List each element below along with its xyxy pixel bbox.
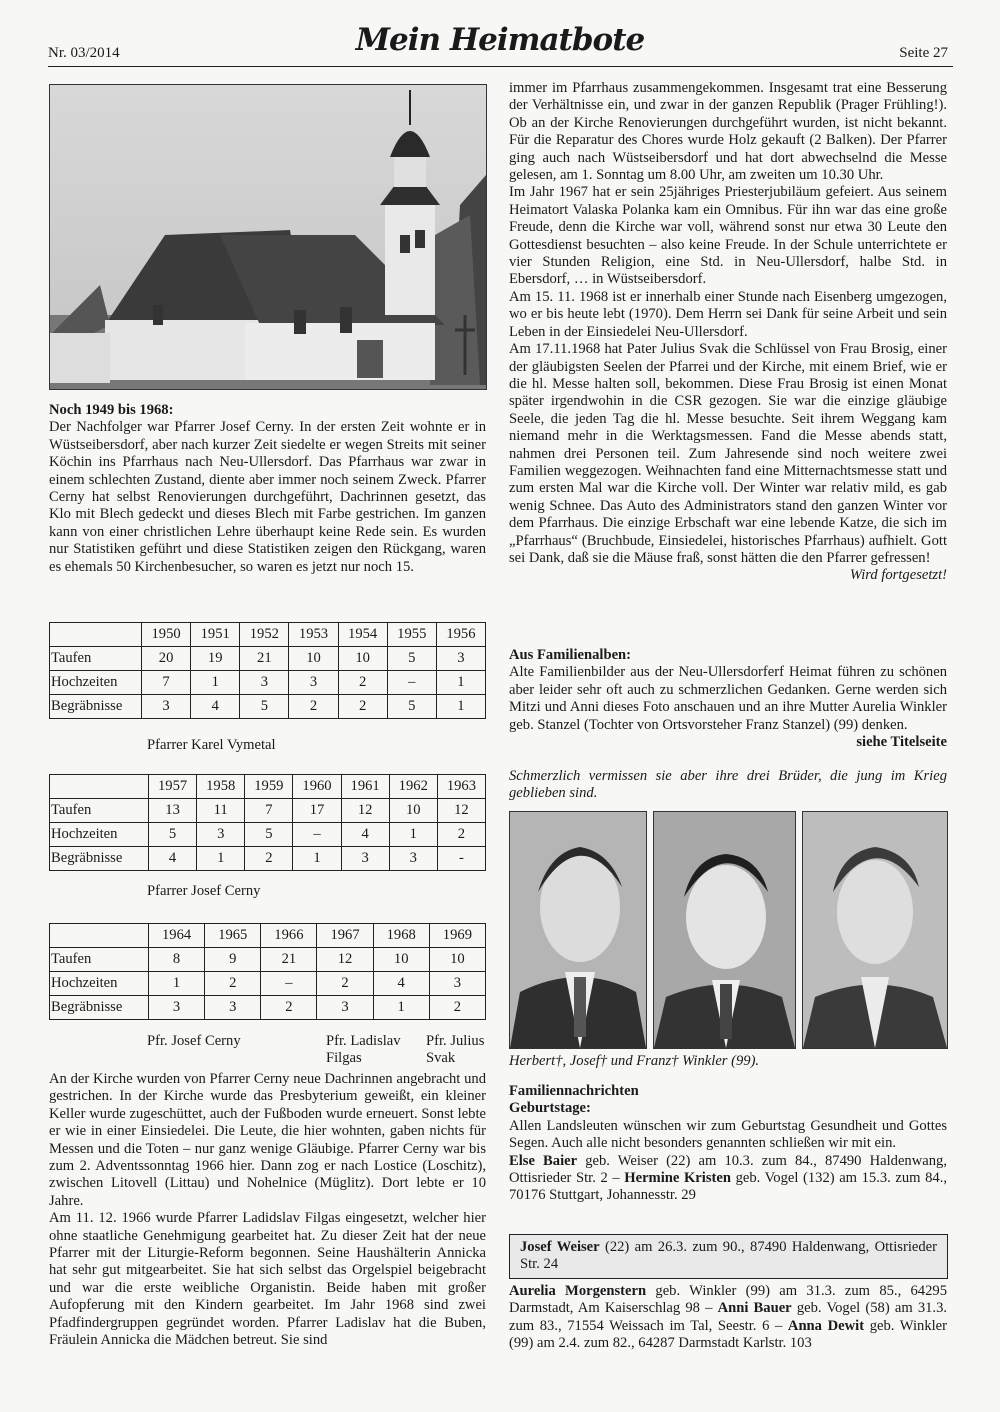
value-cell: 2: [205, 972, 261, 996]
value-cell: 1: [191, 671, 240, 695]
value-cell: 9: [205, 948, 261, 972]
paragraph: An der Kirche wurden von Pfarrer Cerny neue Dachrinnen angebracht und gestrichen. In der Kirche wurde das Presbyterium geweißt, ein kleiner Keller wurde zugeschüttet, auch der Fußboden wurde erneuert. Sonst lebte er wie in einer Einsiedelei. Die Leute, die hier wohnten, gaben nichts für Messen und die Toten – nur ganz wenige Gläubige. Pfarrer Cerny war bis zum 2. Adventssonntag 1966 hier. Dann zog er nach Lostice (Loschitz), zwischen Litovell (Littau) und Nohelnice (Müglitz). Dort lebte er 10 Jahre.: [49, 1071, 486, 1209]
value-cell: 2: [289, 695, 338, 719]
entry-details: geb. Winkler (99) am 2.4. zum 82., 64287 Darmstadt Karlstr. 103: [509, 1317, 948, 1352]
church-photo: [49, 84, 487, 390]
paragraph: Im Jahr 1967 hat er sein 25jähriges Priesterjubiläum gefeiert. Aus seinem Heimatort Valaska Polanka kam ein Omnibus. Für ihn war das eine große Freude, denn die Kirche war voll, während sonst nur etwa 30 Leute den Gottesdienst besuchten – also keine Freude. In der Schule unterrichtete er vier Stunden Religion, eine Std. in Neu-Ullersdorf, halbe Std. in Ebersdorf, … in Wüstseibersdorf.: [509, 184, 947, 288]
entry-details: (22) am 26.3. zum 90., 87490 Haldenwang, Ottisrieder Str. 24: [520, 1239, 937, 1273]
value-cell: 1: [436, 671, 485, 695]
stats-table-1964-1969: [49, 923, 486, 1020]
value-cell: 3: [205, 996, 261, 1020]
value-cell: 5: [149, 823, 197, 847]
section-heading-familienalben: Aus Familienalben:: [509, 647, 632, 663]
page-number: Seite 27: [899, 45, 948, 61]
value-cell: 3: [240, 671, 289, 695]
value-cell: 20: [142, 647, 191, 671]
family-news-section: [509, 1083, 947, 1205]
row-label: Hochzeiten: [50, 823, 149, 847]
value-cell: –: [261, 972, 317, 996]
masthead-title: Mein Heimatbote: [355, 22, 645, 58]
portrait-illustration: [654, 812, 795, 1048]
value-cell: 12: [341, 799, 389, 823]
year-cell: 1955: [387, 623, 436, 647]
portrait-illustration: [510, 812, 646, 1048]
value-cell: 3: [436, 647, 485, 671]
paragraph: Am 11. 12. 1966 wurde Pfarrer Ladidslav Filgas eingesetzt, welcher hier ohne staatliche Genehmigung gearbeitet hat. Zu dieser Zeit hat der neue Pfarrer mit der Liturgie-Reform begonnen. Seine Haushälterin Annicka hat sehr gut mitgearbeitet. Sie hat sich selbst das Orgelspiel beigebracht und war die erste weibliche Organistin. Beide haben mit großer Aufopferung mit den Kindern gearbeitet. Im Jahr 1968 sind zwei Pfadfindergruppen gegründet worden. Pfarrer Ladislav hat die Buben, Fräulein Annicka die Mädchen betreut. Sie sind: [49, 1210, 486, 1349]
person-name: Hermine Kristen: [624, 1170, 731, 1187]
section-heading-familiennachrichten: Familiennachrichten: [509, 1083, 639, 1099]
value-cell: 1: [197, 847, 245, 871]
birthday-entry: [509, 1153, 947, 1205]
row-label: Begräbnisse: [50, 996, 149, 1020]
section-heading-1949-1968: Noch 1949 bis 1968:: [49, 402, 174, 418]
value-cell: 7: [142, 671, 191, 695]
value-cell: 10: [389, 799, 437, 823]
value-cell: –: [293, 823, 341, 847]
continued-note: Wird fortgesetzt!: [849, 567, 947, 584]
paragraph: immer im Pfarrhaus zusammengekommen. Insgesamt trat eine Besserung der Verhältnisse ein, und zwar in der ganzen Republik (Prager Frühling!). Ob an der Kirche Renovierungen durchgeführt wurden, ist nicht bekannt. Für die Reparatur des Chores wurde Holz gekauft (2 Balken). Der Pfarrer ging auch nach Wüstseibersdorf und hat dort abwechselnd die Messe gelesen, am 1. Sonntag um 8.00 Uhr, am zweiten um 10.30 Uhr.: [509, 80, 947, 184]
value-cell: 5: [387, 695, 436, 719]
person-name: Aurelia Morgenstern: [509, 1283, 647, 1299]
value-cell: 21: [240, 647, 289, 671]
value-cell: 5: [387, 647, 436, 671]
caption-line: Pfr. Ladislav: [326, 1033, 401, 1049]
year-cell: 1964: [149, 924, 205, 948]
year-cell: 1967: [317, 924, 373, 948]
year-cell: 1953: [289, 623, 338, 647]
value-cell: 3: [149, 996, 205, 1020]
year-cell: 1963: [437, 775, 485, 799]
value-cell: 13: [149, 799, 197, 823]
year-cell: 1969: [429, 924, 485, 948]
year-cell: 1961: [341, 775, 389, 799]
value-cell: –: [387, 671, 436, 695]
value-cell: 4: [149, 847, 197, 871]
value-cell: 3: [289, 671, 338, 695]
value-cell: 11: [197, 799, 245, 823]
year-cell: 1956: [436, 623, 485, 647]
highlight-birthday-box: [509, 1234, 948, 1279]
year-cell: 1962: [389, 775, 437, 799]
value-cell: 10: [338, 647, 387, 671]
value-cell: 2: [245, 847, 293, 871]
row-label: Hochzeiten: [50, 972, 149, 996]
table-corner: [50, 924, 149, 948]
value-cell: 4: [191, 695, 240, 719]
value-cell: 1: [436, 695, 485, 719]
year-cell: 1950: [142, 623, 191, 647]
table-corner: [50, 623, 142, 647]
paragraph: Der Nachfolger war Pfarrer Josef Cerny. In der ersten Zeit wohnte er in Wüstseibersdorf, aber nach kurzer Zeit siedelte er wegen Streits mit seiner Köchin ins Pfarrhaus nach Neu-Ullersdorf. Das Pfarrhaus war zwar in einem schlechten Zustand, diente aber immer noch seinem Zweck. Pfarrer Cerny hat selbst Renovierungen durchgeführt, Dachrinnen gesetzt, das Klo mit Blech gedeckt und dieses Blech mit Farbe gestrichen. Im ganzen kann von einer christlichen Lehre überhaupt keine Rede sein. Es wurden nur Statistiken geführt und diese Statistiken zeigen den Rückgang, waren es ehemals 50 Kirchenbesucher, so waren es jetzt nur noch 15.: [49, 419, 486, 575]
year-cell: 1952: [240, 623, 289, 647]
year-cell: 1954: [338, 623, 387, 647]
birthday-entries-more: [509, 1283, 947, 1353]
stats-table-1950-1956: [49, 622, 486, 719]
year-cell: 1965: [205, 924, 261, 948]
year-cell: 1958: [197, 775, 245, 799]
value-cell: 3: [389, 847, 437, 871]
person-name: Else Baier: [509, 1152, 578, 1169]
right-article: [509, 80, 947, 585]
value-cell: 8: [149, 948, 205, 972]
paragraph: Allen Landsleuten wünschen wir zum Geburtstag Gesundheit und Gottes Segen. Auch alle nicht besonders genannten schließen wir mit ein.: [509, 1117, 947, 1152]
entry-details: geb. Vogel (58) am 31.3. zum 83., 71554 Weissach im Tal, Seestr. 6 –: [509, 1300, 948, 1334]
value-cell: 1: [293, 847, 341, 871]
photo-caption: Herbert†, Josef† und Franz† Winkler (99).: [509, 1053, 760, 1069]
portrait-photo-herbert: [509, 811, 647, 1049]
family-album-section: [509, 647, 947, 751]
value-cell: 3: [197, 823, 245, 847]
value-cell: 2: [429, 996, 485, 1020]
value-cell: 3: [341, 847, 389, 871]
entry-details: geb. Weiser (22) am 10.3. zum 84., 87490 Haldenwang, Ottisrieder Str. 2 –: [509, 1152, 947, 1187]
portrait-illustration: [803, 812, 947, 1048]
row-label: Taufen: [50, 948, 149, 972]
section-heading-geburtstage: Geburtstage:: [509, 1100, 591, 1117]
table-caption: Pfarrer Karel Vymetal: [147, 737, 276, 753]
table-caption: Pfr. Josef Cerny: [147, 1033, 241, 1049]
person-name: Anni Bauer: [717, 1300, 792, 1317]
value-cell: 12: [437, 799, 485, 823]
value-cell: 1: [373, 996, 429, 1020]
value-cell: -: [437, 847, 485, 871]
entry-details: geb. Winkler (99) am 31.3. zum 85., 64295 Darmstadt, Am Kaiserschlag 98 –: [509, 1283, 947, 1317]
see-title-note: siehe Titelseite: [856, 734, 947, 751]
row-label: Hochzeiten: [50, 671, 142, 695]
value-cell: 3: [317, 996, 373, 1020]
person-name: Anna Dewit: [787, 1317, 865, 1334]
value-cell: 4: [341, 823, 389, 847]
caption-line: Filgas: [326, 1050, 362, 1066]
left-article-end: [49, 1071, 486, 1350]
church-illustration: [50, 85, 486, 389]
brothers-intro: Schmerzlich vermissen sie aber ihre drei Brüder, die jung im Krieg geblieben sind.: [509, 768, 947, 802]
value-cell: 5: [240, 695, 289, 719]
album-text: Alte Familienbilder aus der Neu-Ullersdorferf Heimat führen zu schönen aber leider sehr oft auch zu schmerzlichen Gedanken. Gerne werden sich Mitzi und Anni dieses Foto anschauen und an ihre Mutter Aurelia Winkler geb. Stanzel (Tochter von Ortsvorsteher Franz Stanzel) (99) denken.: [509, 664, 947, 733]
value-cell: 10: [373, 948, 429, 972]
paragraph: [509, 664, 947, 751]
issue-number: Nr. 03/2014: [48, 45, 120, 61]
value-cell: 2: [317, 972, 373, 996]
year-cell: 1959: [245, 775, 293, 799]
year-cell: 1951: [191, 623, 240, 647]
row-label: Taufen: [50, 647, 142, 671]
value-cell: 2: [338, 695, 387, 719]
year-cell: 1960: [293, 775, 341, 799]
header-rule: [48, 66, 953, 67]
value-cell: 21: [261, 948, 317, 972]
value-cell: 10: [289, 647, 338, 671]
value-cell: 19: [191, 647, 240, 671]
table-corner: [50, 775, 149, 799]
value-cell: 5: [245, 823, 293, 847]
value-cell: 3: [429, 972, 485, 996]
year-cell: 1966: [261, 924, 317, 948]
birthday-entry: [509, 1283, 947, 1353]
table-caption: [426, 1033, 484, 1067]
person-name: Josef Weiser: [520, 1239, 600, 1255]
value-cell: 2: [261, 996, 317, 1020]
value-cell: 1: [149, 972, 205, 996]
left-article-start: [49, 402, 486, 576]
entry-details: geb. Vogel (132) am 15.3. zum 84., 70176 Stuttgart, Johannesstr. 29: [509, 1170, 948, 1204]
year-cell: 1957: [149, 775, 197, 799]
portrait-photo-franz: [802, 811, 948, 1049]
paragraph: Am 15. 11. 1968 ist er innerhalb einer Stunde nach Eisenberg umgezogen, wo er bis heute lebt (1970). Dem Herrn sei Dank für seine Arbeit und sein Leben in der Einsiedelei Neu-Ullersdorf.: [509, 288, 947, 340]
value-cell: 7: [245, 799, 293, 823]
stats-table-1957-1963: [49, 774, 486, 871]
row-label: Taufen: [50, 799, 149, 823]
value-cell: 2: [338, 671, 387, 695]
value-cell: 2: [437, 823, 485, 847]
caption-line: Pfr. Julius: [426, 1033, 485, 1049]
value-cell: 10: [429, 948, 485, 972]
table-caption: [326, 1033, 401, 1067]
year-cell: 1968: [373, 924, 429, 948]
caption-line: Svak: [426, 1050, 456, 1066]
row-label: Begräbnisse: [50, 695, 142, 719]
paragraph: Am 17.11.1968 hat Pater Julius Svak die Schlüssel von Frau Brosig, einer der gläubigsten Seelen der Pfarrei und der Kirche, mit einem Brief, wie er die hl. Messe halten soll, bekommen. Diese Frau Brosig ist einen Monat später irgendwohin in die CSR gezogen. Sie war die einzige gläubige Seele, die jeden Tag die hl. Messe besuchte. Seit ihrem Weggang kam niemand mehr in die Werktagsmessen. Fand die Messe abends statt, nahmen drei Personen teil. Zum Jahresende sind noch weitere zwei Familien weggezogen. Weihnachten fand eine Mitternachtsmesse statt und zum ersten Mal war die Kirche voll. Der Winter war relativ mild, es gab wenig Schnee. Das Auto des Administrators stand den ganzen Winter vor dem Pfarrhaus. Die einzige Erbschaft war eine lebende Katze, die sich im „Pfarrhaus“ (Bruchbude, Einsiedelei, historisches Pfarrhaus) aufhielt. Gott sei Dank, daß sie die Mäuse fraß, sonst hätten die den Pfarrer gefressen!: [509, 341, 947, 566]
value-cell: 17: [293, 799, 341, 823]
portrait-photo-josef: [653, 811, 796, 1049]
value-cell: 3: [142, 695, 191, 719]
value-cell: 12: [317, 948, 373, 972]
row-label: Begräbnisse: [50, 847, 149, 871]
value-cell: 4: [373, 972, 429, 996]
value-cell: 1: [389, 823, 437, 847]
table-caption: Pfarrer Josef Cerny: [147, 883, 261, 899]
